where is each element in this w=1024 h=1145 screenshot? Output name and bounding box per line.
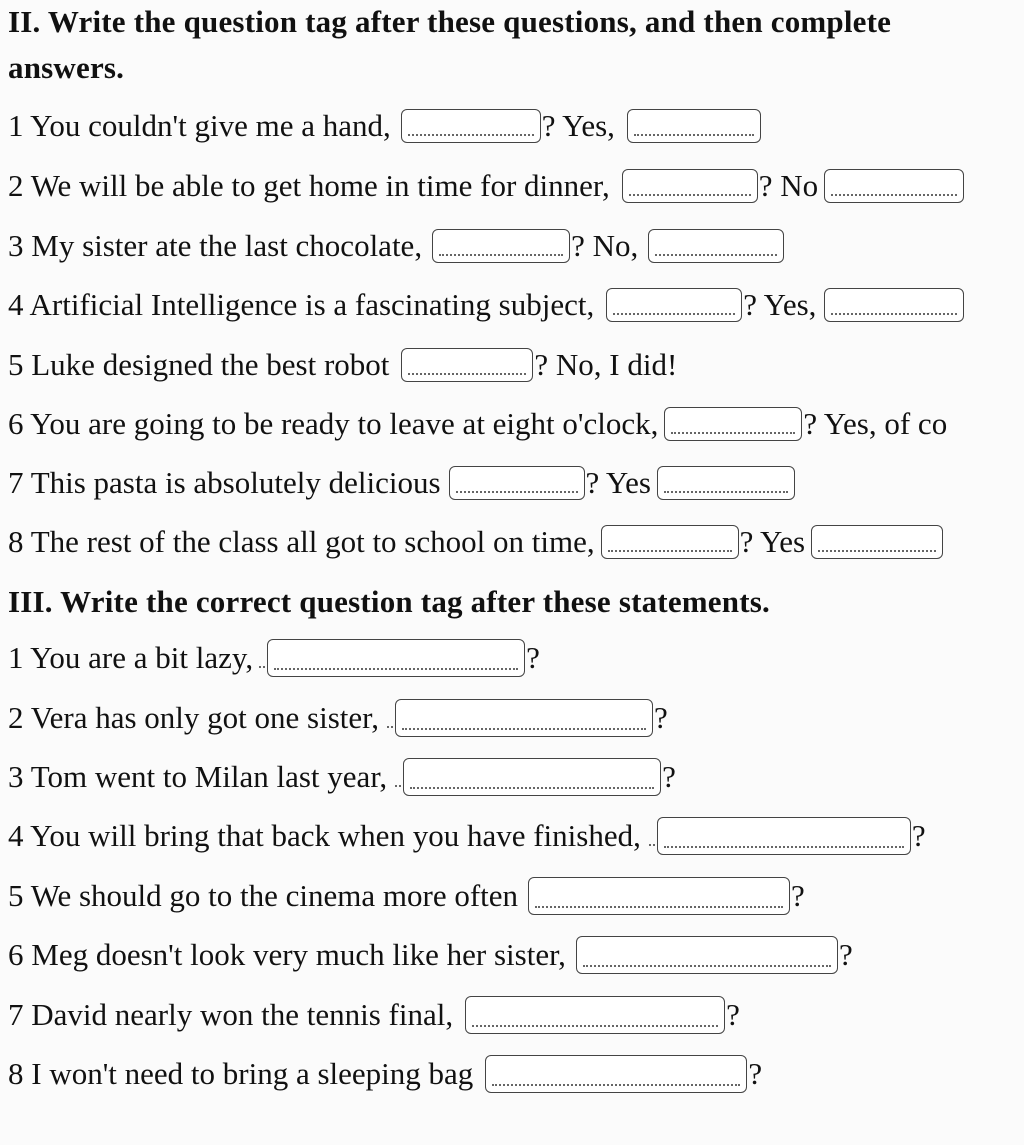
s3-statement-7 [8, 995, 740, 1035]
s2-question-3 [8, 226, 785, 266]
s3-statement-6 [8, 935, 853, 975]
tag-answer-box[interactable] [432, 229, 570, 263]
question-tag-box[interactable] [485, 1055, 747, 1093]
section2-heading-line2: answers. [8, 50, 125, 85]
s3-statement-1 [8, 638, 540, 678]
question-tag-box[interactable] [465, 996, 725, 1034]
question-text: 7 This pasta is absolutely delicious [8, 465, 441, 500]
s2-question-2 [8, 166, 965, 206]
answer-prefix: ? Yes, [541, 108, 615, 143]
s2-question-7 [8, 463, 796, 503]
statement-text: 4 You will bring that back when you have finished, [8, 818, 641, 853]
tag-answer-box[interactable] [622, 169, 758, 203]
s3-statement-5 [8, 876, 805, 916]
question-text: 3 My sister ate the last chocolate, [8, 228, 423, 263]
s2-question-8 [8, 522, 944, 562]
statement-text: 7 David nearly won the tennis final, [8, 997, 454, 1032]
answer-prefix: ? No, [571, 228, 639, 263]
tag-answer-box[interactable] [601, 525, 739, 559]
section2-heading-line1: II. Write the question tag after these questions, and then complete [8, 4, 892, 39]
answer-text: ? Yes, of co [803, 406, 948, 441]
question-mark: ? [654, 700, 668, 735]
question-tag-box[interactable] [403, 758, 661, 796]
question-tag-box[interactable] [657, 817, 911, 855]
question-tag-box[interactable] [267, 639, 525, 677]
question-mark: ? [748, 1056, 763, 1091]
s3-statement-3 [8, 757, 676, 797]
question-mark: ? [662, 759, 676, 794]
statement-text: 5 We should go to the cinema more often [8, 878, 519, 913]
short-answer-box[interactable] [627, 109, 761, 143]
statement-text: 2 Vera has only got one sister, [8, 700, 379, 735]
tag-answer-box[interactable] [449, 466, 585, 500]
question-text: 6 You are going to be ready to leave at eight o'clock, [8, 406, 659, 441]
dotted-lead [387, 708, 393, 728]
question-mark: ? [791, 878, 805, 913]
question-tag-box[interactable] [528, 877, 790, 915]
section3-heading: III. Write the correct question tag after these statements. [8, 584, 770, 619]
s3-statement-4 [8, 816, 926, 856]
tag-answer-box[interactable] [401, 348, 533, 382]
question-text: 2 We will be able to get home in time for dinner, [8, 168, 610, 203]
dotted-lead [649, 826, 655, 846]
s3-statement-2 [8, 698, 668, 738]
tag-answer-box[interactable] [664, 407, 802, 441]
answer-prefix: ? Yes [739, 524, 806, 559]
short-answer-box[interactable] [648, 229, 784, 263]
s2-question-4 [8, 285, 965, 325]
question-tag-box[interactable] [395, 699, 653, 737]
question-text: 5 Luke designed the best robot [8, 347, 390, 382]
question-text: 8 The rest of the class all got to school on time, [8, 524, 595, 559]
s2-question-5 [8, 345, 677, 385]
short-answer-box[interactable] [657, 466, 795, 500]
tag-answer-box[interactable] [401, 109, 541, 143]
question-mark: ? [838, 937, 853, 972]
answer-prefix: ? Yes [585, 465, 651, 500]
answer-prefix: ? No [758, 168, 819, 203]
short-answer-box[interactable] [811, 525, 943, 559]
statement-text: 1 You are a bit lazy, [8, 640, 254, 675]
statement-text: 8 I won't need to bring a sleeping bag [8, 1056, 474, 1091]
question-text: 4 Artificial Intelligence is a fascinating subject, [8, 287, 595, 322]
s2-question-1 [8, 106, 762, 146]
dotted-lead [395, 767, 401, 787]
short-answer-box[interactable] [824, 169, 964, 203]
s3-statement-8 [8, 1054, 762, 1094]
dotted-lead [259, 648, 265, 668]
short-answer-box[interactable] [824, 288, 964, 322]
question-mark: ? [726, 997, 740, 1032]
answer-text: ? No, I did! [534, 347, 678, 382]
question-tag-box[interactable] [576, 936, 838, 974]
tag-answer-box[interactable] [606, 288, 742, 322]
answer-prefix: ? Yes, [743, 287, 817, 322]
question-mark: ? [526, 640, 540, 675]
s2-question-6 [8, 404, 947, 444]
statement-text: 6 Meg doesn't look very much like her sister, [8, 937, 566, 972]
question-text: 1 You couldn't give me a hand, [8, 108, 391, 143]
statement-text: 3 Tom went to Milan last year, [8, 759, 388, 794]
question-mark: ? [911, 818, 926, 853]
